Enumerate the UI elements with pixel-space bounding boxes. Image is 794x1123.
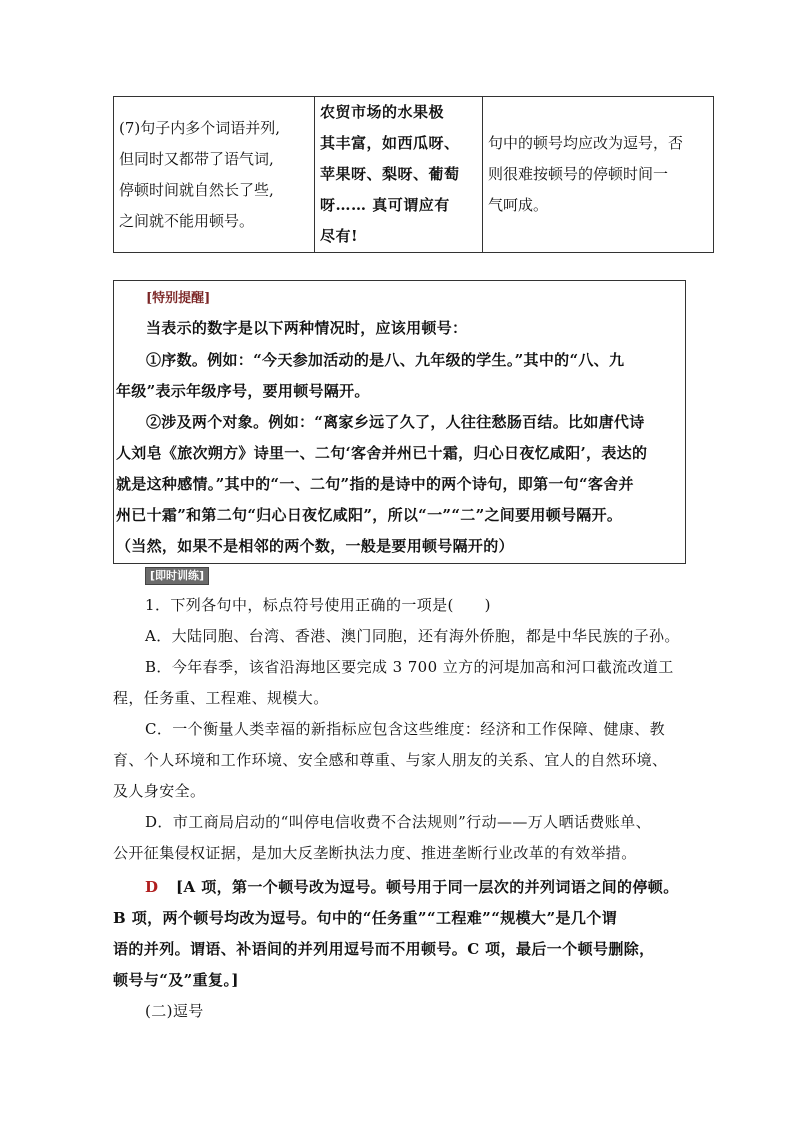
example-cell-line: 其丰富，如西瓜呀、: [320, 134, 460, 152]
example-cell-line: 苹果呀、梨呀、葡萄: [320, 165, 460, 183]
answer-explanation: 顿号与“及”重复。]: [113, 971, 239, 989]
punctuation-rule-table: [113, 96, 714, 253]
answer-explanation: 语的并列。谓语、补语间的并列用逗号而不用顿号。C 项，最后一个顿号删除，: [113, 940, 655, 958]
tip-line: （当然，如果不是相邻的两个数，一般是要用顿号隔开的）: [116, 537, 514, 555]
correction-cell: [483, 97, 714, 253]
rule-cell-line: 但同时又都带了语气词,: [119, 149, 274, 168]
example-cell: [315, 97, 483, 253]
special-reminder-tag: [特别提醒]: [146, 291, 211, 306]
rule-cell-line: 停顿时间就自然长了些,: [119, 180, 274, 199]
example-cell-line: 呀…… 真可谓应有: [320, 196, 450, 214]
tip-line: ①序数。例如：“今天参加活动的是八、九年级的学生。”其中的“八、九: [146, 351, 625, 369]
option-d-cont: 公开征集侵权证据，是加大反垄断执法力度、推进垄断行业改革的有效举措。: [113, 844, 637, 862]
option-c-cont: 育、个人环境和工作环境、安全感和尊重、与家人朋友的关系、宜人的自然环境、: [113, 751, 668, 769]
example-cell-line: 农贸市场的水果极: [320, 103, 445, 121]
special-reminder-box: [113, 280, 686, 564]
answer-letter: D: [145, 878, 159, 896]
question-stem: 1．下列各句中，标点符号使用正确的一项是( ): [145, 596, 491, 614]
option-a: A．大陆同胞、台湾、香港、澳门同胞，还有海外侨胞，都是中华民族的子孙。: [145, 627, 680, 645]
practice-tag: [即时训练]: [145, 567, 209, 585]
section-heading: (二)逗号: [145, 1002, 204, 1020]
tip-line: 年级”表示年级序号，要用顿号隔开。: [116, 382, 370, 400]
tip-line: 州已十霜”和第二句“归心日夜忆咸阳”，所以“一”“二”之间要用顿号隔开。: [116, 506, 623, 524]
rule-cell-line: (7)句子内多个词语并列,: [119, 118, 281, 137]
correction-cell-line: 则很难按顿号的停顿时间一: [488, 165, 669, 183]
option-c-cont: 及人身安全。: [113, 782, 206, 800]
correction-cell-line: 气呵成。: [488, 196, 549, 214]
example-cell-line: 尽有!: [320, 227, 359, 245]
tip-line: 就是这种感情。”其中的“一、二句”指的是诗中的两个诗句，即第一句“客舍并: [116, 475, 634, 493]
answer-explanation: B 项，两个顿号均改为逗号。句中的“任务重”“工程难”“规模大”是几个谓: [113, 909, 618, 927]
tip-line: 当表示的数字是以下两种情况时，应该用顿号：: [146, 319, 468, 337]
correction-cell-line: 句中的顿号均应改为逗号，否: [488, 134, 684, 152]
table-row: [114, 97, 714, 253]
rule-cell: [114, 97, 315, 253]
option-b-cont: 程，任务重、工程难、规模大。: [113, 689, 329, 707]
tip-line: 人刘皂《旅次朔方》诗里一、二句‘客舍并州已十霜，归心日夜忆咸阳’，表达的: [116, 444, 648, 462]
option-b: B．今年春季，该省沿海地区要完成 3 700 立方的河堤加高和河口截流改道工: [145, 658, 674, 676]
option-d: D．市工商局启动的“叫停电信收费不合法规则”行动——万人晒话费账单、: [145, 813, 651, 831]
answer-line: [145, 876, 679, 897]
answer-explanation: [A 项，第一个顿号改为逗号。顿号用于同一层次的并列词语之间的停顿。: [176, 878, 679, 896]
option-c: C．一个衡量人类幸福的新指标应包含这些维度：经济和工作保障、健康、教: [145, 720, 666, 738]
rule-cell-line: 之间就不能用顿号。: [119, 211, 255, 230]
tip-line: ②涉及两个对象。例如：“离家乡远了久了，人往往愁肠百结。比如唐代诗: [146, 413, 645, 431]
